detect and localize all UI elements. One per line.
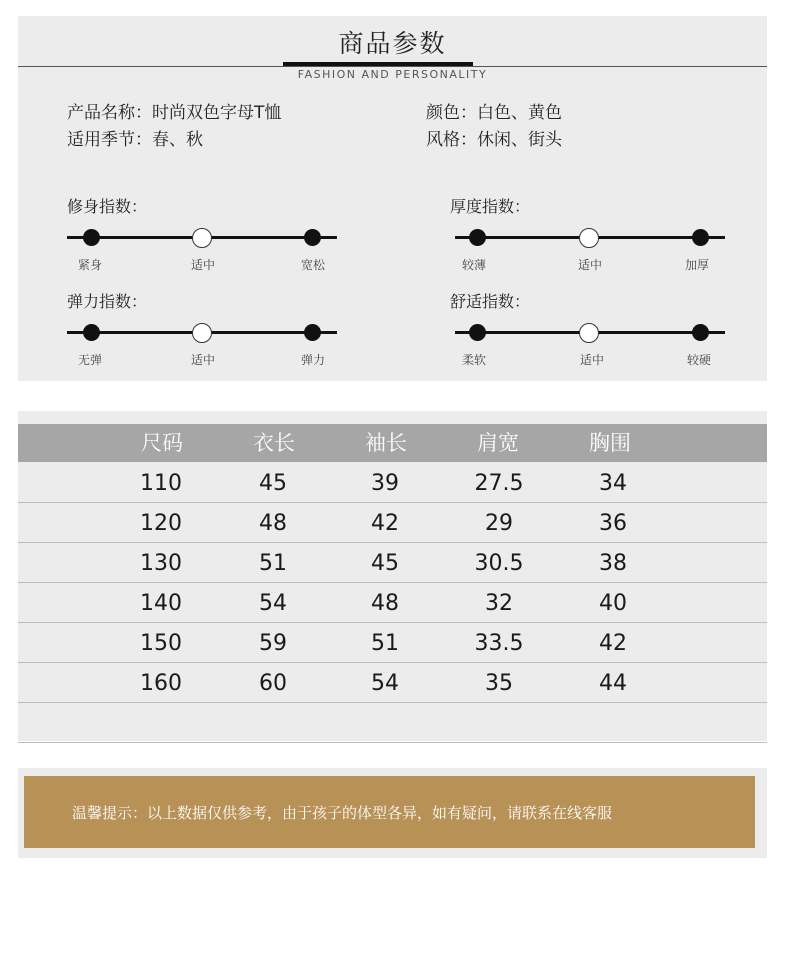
notice-text: 温馨提示：以上数据仅供参考，由于孩子的体型各异，如有疑问，请联系在线客服 xyxy=(72,804,613,822)
info-value: 休闲、街头 xyxy=(477,130,562,150)
notice-panel xyxy=(18,768,767,858)
cell-length: 60 xyxy=(259,671,287,696)
cell-sleeve: 45 xyxy=(371,551,399,576)
scale-dot xyxy=(692,324,709,341)
table-row xyxy=(18,582,767,623)
scale-tick-label: 较硬 xyxy=(686,353,712,367)
scale-dot xyxy=(83,229,100,246)
header-length: 衣长 xyxy=(253,431,295,455)
cell-length: 54 xyxy=(259,591,287,616)
cell-size: 110 xyxy=(140,471,182,496)
cell-chest: 38 xyxy=(599,551,627,576)
elasticity-index-label: 弹力指数： xyxy=(67,292,148,311)
title-divider xyxy=(18,66,767,67)
product-params-panel xyxy=(18,16,767,381)
cell-shoulder: 29 xyxy=(485,511,513,536)
cell-size: 130 xyxy=(140,551,182,576)
header-size: 尺码 xyxy=(141,431,183,455)
scale-tick-label: 适中 xyxy=(579,353,605,367)
cell-chest: 34 xyxy=(599,471,627,496)
scale-tick-label: 适中 xyxy=(577,258,603,272)
cell-chest: 42 xyxy=(599,631,627,656)
cell-length: 45 xyxy=(259,471,287,496)
cell-size: 160 xyxy=(140,671,182,696)
info-key: 风格： xyxy=(426,130,477,150)
table-row xyxy=(18,662,767,703)
thickness-index-label: 厚度指数： xyxy=(450,197,531,216)
info-product-name xyxy=(67,98,281,123)
cell-shoulder: 32 xyxy=(485,591,513,616)
thickness-index-scale xyxy=(455,226,725,270)
scale-tick-label: 适中 xyxy=(190,258,216,272)
scale-dot xyxy=(692,229,709,246)
cell-sleeve: 39 xyxy=(371,471,399,496)
fit-index-scale xyxy=(67,226,337,270)
cell-sleeve: 48 xyxy=(371,591,399,616)
comfort-index-scale xyxy=(455,321,725,365)
params-title: 商品参数 xyxy=(338,29,447,58)
cell-chest: 40 xyxy=(599,591,627,616)
cell-chest: 44 xyxy=(599,671,627,696)
scale-tick-label: 弹力 xyxy=(300,353,326,367)
scale-tick-label: 宽松 xyxy=(300,258,326,272)
scale-dot-selected xyxy=(192,323,212,343)
scale-dot xyxy=(304,229,321,246)
scale-tick-label: 加厚 xyxy=(684,258,710,272)
info-value: 时尚双色字母T恤 xyxy=(152,103,282,123)
cell-sleeve: 42 xyxy=(371,511,399,536)
cell-shoulder: 30.5 xyxy=(474,551,524,576)
comfort-index-label: 舒适指数： xyxy=(450,292,531,311)
table-row xyxy=(18,502,767,543)
scale-dot xyxy=(83,324,100,341)
scale-tick-label: 柔软 xyxy=(461,353,487,367)
table-row-empty xyxy=(18,702,767,743)
scale-dot-selected xyxy=(192,228,212,248)
scale-tick-label: 无弹 xyxy=(77,353,103,367)
size-table xyxy=(18,411,767,741)
info-key: 适用季节： xyxy=(67,130,152,150)
cell-length: 48 xyxy=(259,511,287,536)
scale-dot xyxy=(469,324,486,341)
params-subtitle: FASHION AND PERSONALITY xyxy=(297,68,488,81)
cell-shoulder: 35 xyxy=(485,671,513,696)
header-chest: 胸围 xyxy=(589,431,631,455)
header-sleeve: 袖长 xyxy=(365,431,407,455)
scale-tick-label: 适中 xyxy=(190,353,216,367)
cell-sleeve: 51 xyxy=(371,631,399,656)
cell-length: 59 xyxy=(259,631,287,656)
scale-tick-label: 紧身 xyxy=(77,258,103,272)
info-key: 颜色： xyxy=(426,103,477,123)
fit-index-label: 修身指数： xyxy=(67,197,148,216)
info-style xyxy=(426,125,562,150)
scale-dot xyxy=(304,324,321,341)
cell-shoulder: 27.5 xyxy=(474,471,524,496)
notice-banner xyxy=(24,776,755,848)
size-table-header xyxy=(18,424,767,462)
scale-dot-selected xyxy=(579,323,599,343)
info-value: 春、秋 xyxy=(152,130,203,150)
scale-dot-selected xyxy=(579,228,599,248)
info-key: 产品名称： xyxy=(67,103,152,123)
info-value: 白色、黄色 xyxy=(477,103,562,123)
table-row xyxy=(18,542,767,583)
cell-size: 120 xyxy=(140,511,182,536)
cell-sleeve: 54 xyxy=(371,671,399,696)
info-color xyxy=(426,98,562,123)
elasticity-index-scale xyxy=(67,321,337,365)
header-shoulder: 肩宽 xyxy=(477,431,519,455)
table-row xyxy=(18,462,767,503)
table-row xyxy=(18,622,767,663)
cell-size: 140 xyxy=(140,591,182,616)
cell-shoulder: 33.5 xyxy=(474,631,524,656)
cell-chest: 36 xyxy=(599,511,627,536)
cell-size: 150 xyxy=(140,631,182,656)
scale-dot xyxy=(469,229,486,246)
cell-length: 51 xyxy=(259,551,287,576)
info-season xyxy=(67,125,203,150)
scale-tick-label: 较薄 xyxy=(461,258,487,272)
